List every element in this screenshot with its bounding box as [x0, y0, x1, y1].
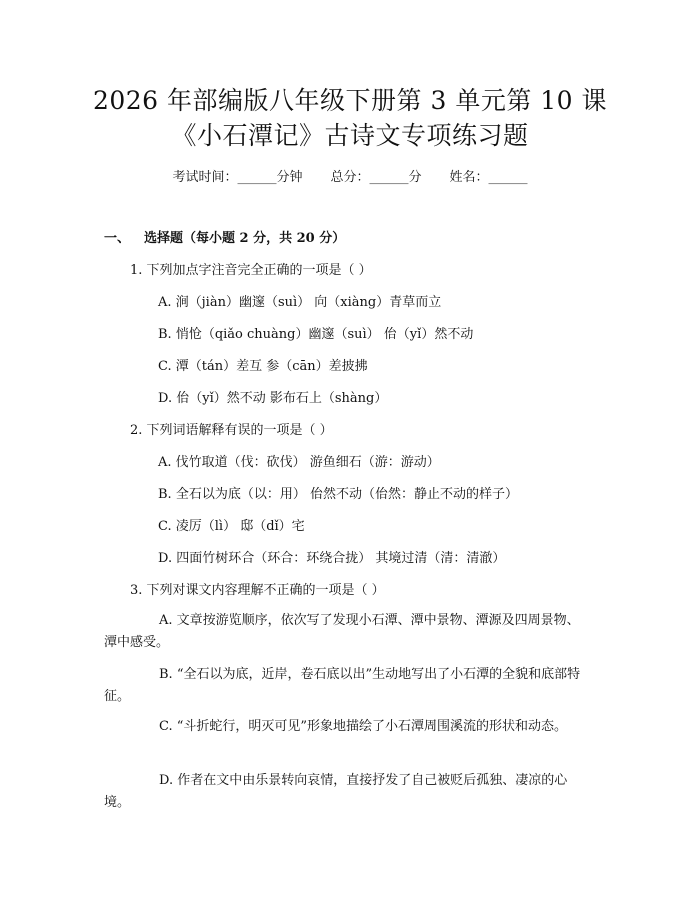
question-1-option-d: D. 佁（yǐ）然不动 影布石上（shàng）	[158, 391, 388, 406]
question-2-option-c: C. 凌厉（lì） 邸（dǐ）宅	[158, 519, 305, 534]
student-name-field: 姓名：______	[449, 170, 528, 185]
question-3-option-a: A. 文章按游览顺序，依次写了发现小石潭、潭中景物、潭源及四周景物、潭中感受。	[104, 613, 580, 650]
question-1-option-b: B. 悄怆（qiǎo chuàng）幽邃（suì） 佁（yǐ）然不动	[158, 327, 474, 342]
question-2-option-b: B. 全石以为底（以：用） 佁然不动（佁然：静止不动的样子）	[158, 487, 518, 502]
title-line-2: 《小石潭记》古诗文专项练习题	[171, 121, 529, 150]
section-number: 一、	[104, 231, 131, 246]
title-line-1: 2026 年部编版八年级下册第 3 单元第 10 课	[92, 86, 608, 115]
question-3-stem: 3. 下列对课文内容理解不正确的一项是（ ）	[130, 583, 385, 598]
question-3-option-b: B. “全石以为底，近岸，卷石底以出”生动地写出了小石潭的全貌和底部特征。	[104, 667, 581, 704]
exam-time-field: 考试时间：______分钟	[172, 170, 303, 185]
question-2-option-a: A. 伐竹取道（伐：砍伐） 游鱼细石（游：游动）	[158, 455, 440, 470]
question-1-stem: 1. 下列加点字注音完全正确的一项是（ ）	[130, 263, 372, 278]
total-score-field: 总分：______分	[330, 170, 422, 185]
section-title: 选择题（每小题 2 分，共 20 分）	[144, 231, 346, 246]
question-1-option-a: A. 涧（jiàn）幽邃（suì） 向（xiàng）青草而立	[158, 295, 442, 310]
exam-meta	[0, 169, 700, 187]
question-3-option-c: C. “斗折蛇行，明灭可见”形象地描绘了小石潭周围溪流的形状和动态。	[159, 719, 568, 734]
question-2-option-d: D. 四面竹树环合（环合：环绕合拢） 其境过清（清：清澈）	[158, 551, 506, 566]
question-3-option-d: D. 作者在文中由乐景转向哀情，直接抒发了自己被贬后孤独、凄凉的心境。	[104, 773, 568, 810]
section-heading	[104, 230, 345, 248]
question-2-stem: 2. 下列词语解释有误的一项是（ ）	[130, 423, 333, 438]
question-1-option-c: C. 潭（tán）差互 参（cān）差披拂	[158, 359, 368, 374]
